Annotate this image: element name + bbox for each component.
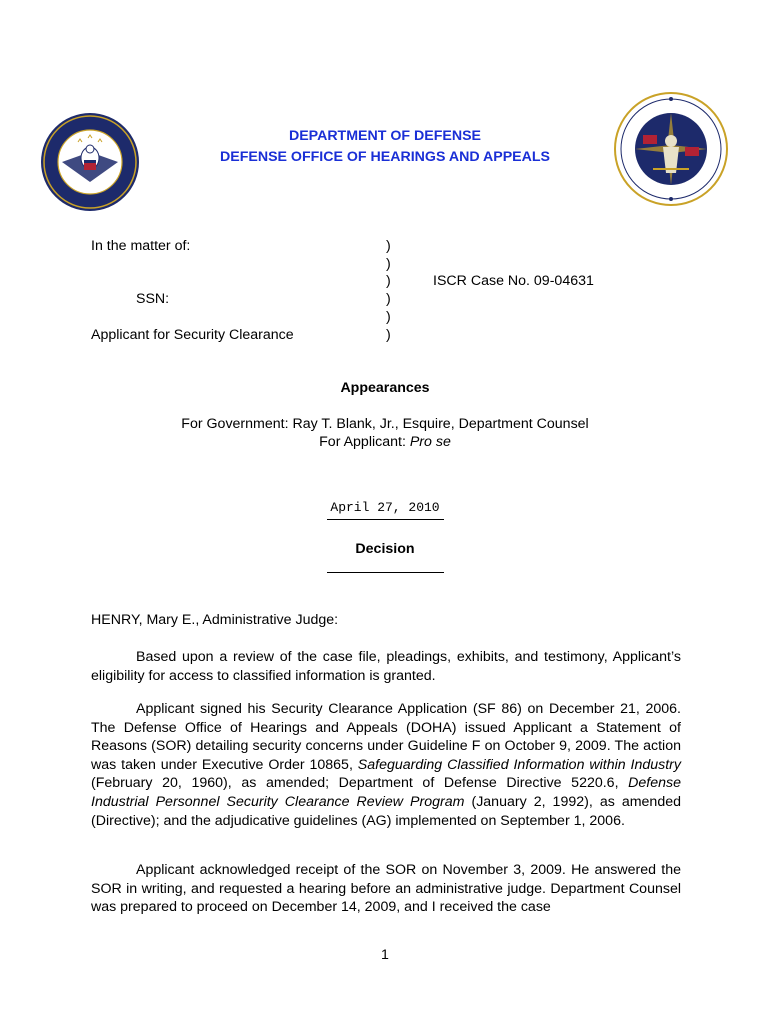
decision-date: April 27, 2010 [330,500,440,515]
paragraph-procedural-history [91,700,681,830]
appearance-applicant-value: Pro se [409,434,451,450]
paragraph-italic-title: Safeguarding Classified Information within Industry [357,756,681,773]
decision-heading: Decision [355,541,415,557]
header-line-dod: DEPARTMENT OF DEFENSE [288,128,482,144]
judge-name: HENRY, Mary E., Administrative Judge: [91,612,339,628]
caption-ssn: SSN: [136,291,170,307]
appearance-applicant-label: For Applicant: [319,434,410,450]
page-number: 1 [381,947,389,963]
date-underline [327,519,444,520]
caption-paren: ) [386,273,391,289]
caption-paren: ) [386,291,391,307]
paragraph-text: (January 2, 1992), as amended (Directive); and the adjudicative guidelines (AG) implemented on September 1, 2006. [91,793,681,829]
dod-seal-logo [40,112,140,212]
caption-paren: ) [386,238,391,254]
header-line-doha: DEFENSE OFFICE OF HEARINGS AND APPEALS [219,149,551,165]
paragraph-italic-title: Defense Industrial Personnel Security Clearance Review Program [91,775,681,810]
caption-matter-of: In the matter of: [91,238,191,254]
doha-seal-logo [613,91,729,207]
paragraph-summary: Based upon a review of the case file, pleadings, exhibits, and testimony, Applicant’s eligibility for access to classified information is granted. [91,649,681,684]
decision-underline [327,572,444,573]
caption-paren: ) [386,327,391,343]
appearance-applicant [0,434,770,450]
paragraph-text: Applicant signed his Security Clearance Application (SF 86) on December 21, 2006. The Defense Office of Hearings and Appeals (DOHA) issued Applicant a Statement of Reasons (SOR) detailing security concerns under Guideline F on October 9, 2009. The action was taken under Executive Order 10865, [91,701,681,773]
paragraph-sor-receipt: Applicant acknowledged receipt of the SOR on November 3, 2009. He answered the SOR in writing, and requested a hearing before an administrative judge. Department Counsel was prepared to proceed on December 14, 2009, and I received the case [91,862,681,916]
appearances-heading: Appearances [340,380,430,396]
caption-applicant: Applicant for Security Clearance [91,327,294,343]
case-number: ISCR Case No. 09-04631 [433,273,594,289]
paragraph-text: (February 20, 1960), as amended; Department of Defense Directive 5220.6, [91,775,629,792]
appearance-government: For Government: Ray T. Blank, Jr., Esquire, Department Counsel [181,416,589,432]
caption-paren: ) [386,256,391,272]
caption-paren: ) [386,309,391,325]
